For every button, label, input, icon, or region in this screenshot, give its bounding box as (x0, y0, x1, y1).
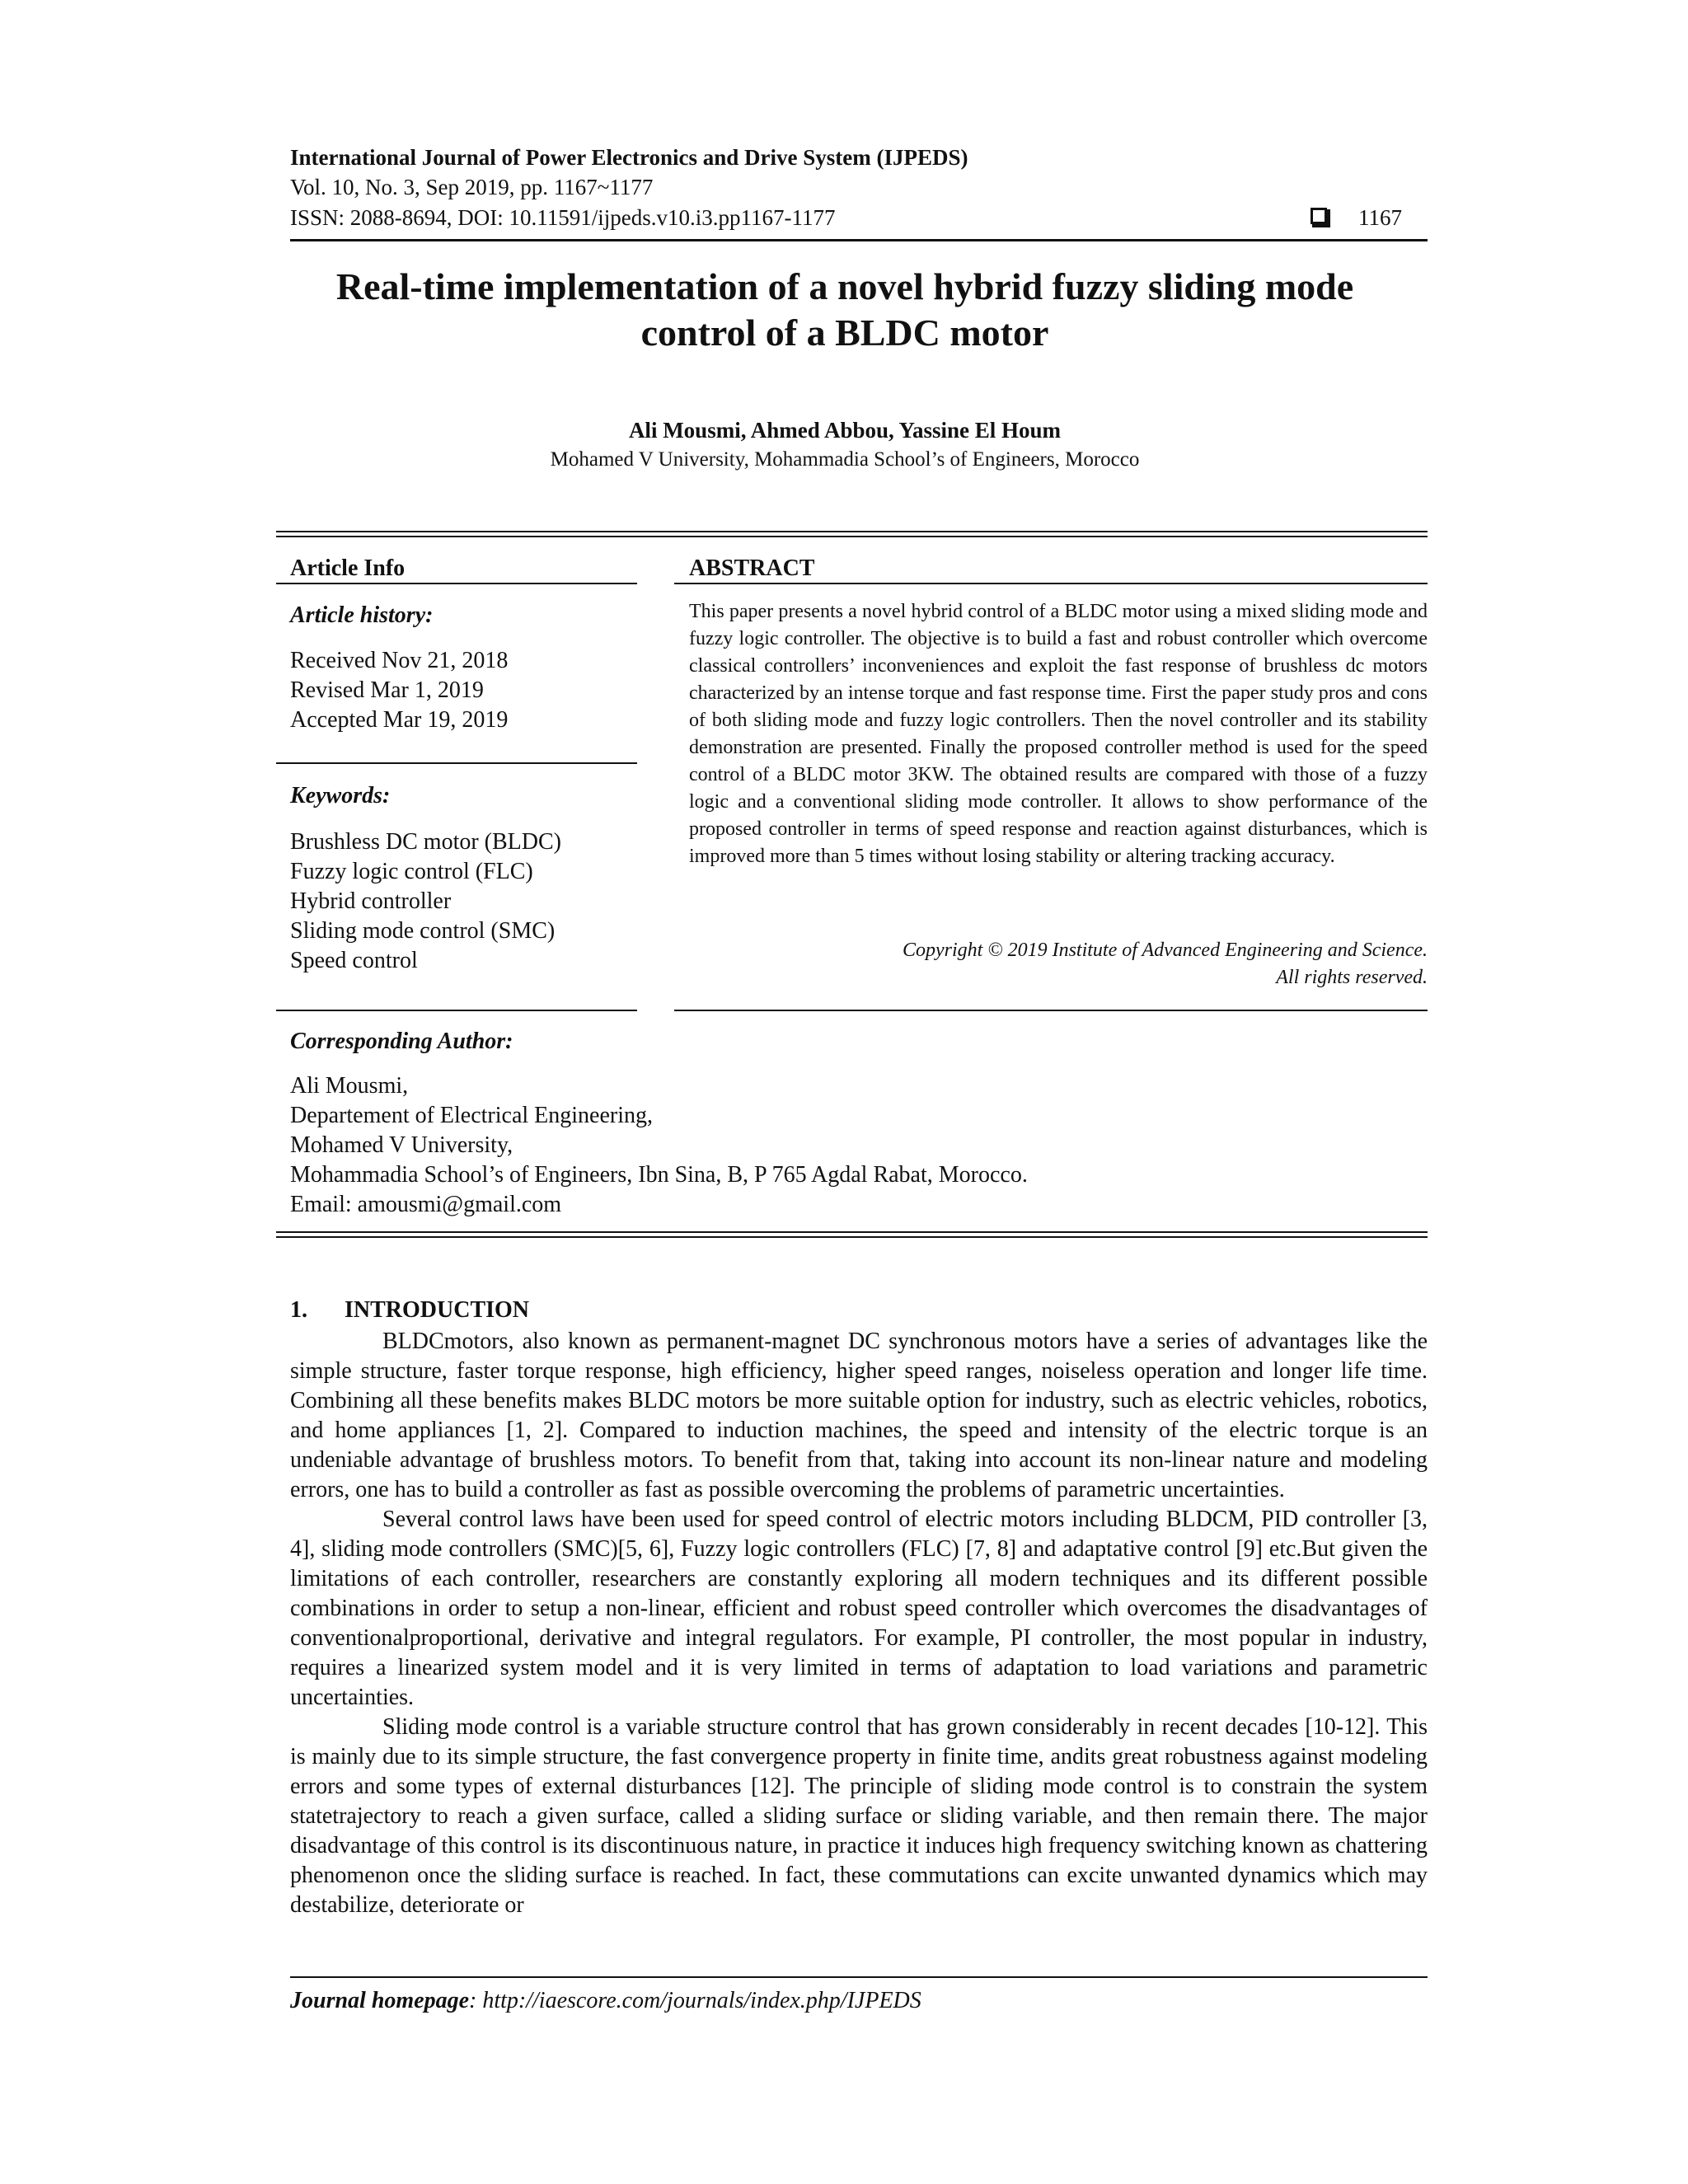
intro-paragraph-3: Sliding mode control is a variable structure control that has grown considerably in recent decades [10-12]. This is mainly due to its simple structure, the fast convergence property in finite time, andits great robustness against modeling errors and some types of external disturbances [12]. The principle of sliding mode control is to constrain the system statetrajectory to reach a given surface, called a sliding surface or sliding variable, and then remain there. The major disadvantage of this control is its discontinuous nature, in practice it induces high frequency switching known as chattering phenomenon once the sliding surface is reached. In fact, these commutations can excite unwanted dynamics which may destabilize, deteriorate or (290, 1714, 1428, 1918)
info-top-rule-2 (276, 536, 1428, 537)
keyword-item: Brushless DC motor (BLDC) (290, 829, 561, 855)
title-line-1: Real-time implementation of a novel hybrid fuzzy sliding mode (335, 265, 1354, 307)
keyword-item: Sliding mode control (SMC) (290, 918, 556, 944)
corresponding-email: Email: amousmi@gmail.com (290, 1192, 562, 1217)
article-history-heading: Article history: (290, 602, 434, 628)
abstract-rule (674, 583, 1428, 584)
received-date: Received Nov 21, 2018 (290, 648, 509, 673)
section-number: 1. (290, 1297, 307, 1323)
paper-title (247, 264, 1442, 356)
article-info-rule (276, 583, 637, 584)
square-icon (1311, 208, 1327, 224)
copyright-line-1: Copyright © 2019 Institute of Advanced Engineering and Science. (903, 940, 1428, 961)
header-rule (290, 239, 1428, 241)
keywords-rule (276, 1010, 637, 1011)
abstract-text: This paper presents a novel hybrid control of a BLDC motor using a mixed sliding mode and fuzzy logic controller. The objective is to build a fast and robust controller which overcome classical controllers’ inconveniences and exploit the fast response of brushless dc motors characterized by an intense torque and fast response time. First the paper study pros and cons of both sliding mode and fuzzy logic controllers. Then the novel controller and its stability demonstration are presented. Finally the proposed controller method is used for the speed control of a BLDC motor 3KW. The obtained results are compared with those of a fuzzy logic and a conventional sliding mode controller. It allows to show performance of the proposed controller in terms of speed response and reaction against disturbances, which is improved more than 5 times without losing stability or altering tracking accuracy. (689, 601, 1428, 867)
corresponding-address: Mohammadia School’s of Engineers, Ibn Sina, B, P 765 Agdal Rabat, Morocco. (290, 1162, 1028, 1188)
intro-paragraph-2: Several control laws have been used for speed control of electric motors including BLDCM, PID controller [3, 4], sliding mode controllers (SMC)[5, 6], Fuzzy logic controllers (FLC) [7, 8] and adaptative control [9] etc.But given the limitations of each controller, researchers are constantly exploring all modern techniques and its different possible combinations in order to setup a non-linear, efficient and robust speed controller which overcomes the disadvantages of conventionalproportional, derivative and integral regulators. For example, PI controller, the most popular in industry, requires a linearized system model and it is very limited in terms of adaptation to load variations and parametric uncertainties. (290, 1507, 1428, 1710)
page-number: 1167 (1358, 205, 1402, 230)
affiliation: Mohamed V University, Mohammadia School’s of Engineers, Morocco (550, 448, 1140, 471)
keywords-heading: Keywords: (290, 783, 391, 808)
accepted-date: Accepted Mar 19, 2019 (290, 707, 509, 733)
abstract-bottom-rule (674, 1010, 1428, 1011)
history-rule (276, 762, 637, 764)
authors: Ali Mousmi, Ahmed Abbou, Yassine El Houm (628, 418, 1062, 443)
journal-homepage: Journal homepage: http://iaescore.com/journals/index.php/IJPEDS (290, 1988, 921, 2013)
intro-paragraph-1: BLDCmotors, also known as permanent-magnet DC synchronous motors have a series of advantages like the simple structure, faster torque response, high efficiency, higher speed ranges, noiseless operation and longer life time. Combining all these benefits makes BLDC motors be more suitable option for industry, such as electric vehicles, robotics, and home appliances [1, 2]. Compared to induction machines, the speed and intensity of the electric torque is an undeniable advantage of brushless motors. To benefit from that, taking into account its non-linear nature and modeling errors, one has to build a controller as fast as possible overcoming the problems of parametric uncertainties. (290, 1329, 1428, 1502)
footer-rule (290, 1976, 1428, 1978)
introduction-body (290, 1327, 1428, 1920)
corresponding-university: Mohamed V University, (290, 1132, 513, 1158)
keyword-item: Fuzzy logic control (FLC) (290, 859, 533, 884)
title-line-2: control of a BLDC motor (640, 312, 1049, 354)
corresponding-heading: Corresponding Author: (290, 1029, 513, 1054)
info-bottom-rule (276, 1231, 1428, 1233)
copyright (689, 937, 1428, 991)
abstract-heading: ABSTRACT (689, 555, 815, 581)
issn-doi: ISSN: 2088-8694, DOI: 10.11591/ijpeds.v10.i3.pp1167-1177 (290, 205, 836, 230)
introduction-heading (290, 1297, 529, 1324)
article-history (290, 646, 508, 735)
corresponding-name: Ali Mousmi, (290, 1073, 409, 1099)
homepage-link[interactable]: http://iaescore.com/journals/index.php/IJPEDS (482, 1988, 921, 2013)
info-top-rule (276, 531, 1428, 532)
keyword-item: Hybrid controller (290, 888, 452, 914)
corresponding-department: Departement of Electrical Engineering, (290, 1103, 654, 1128)
corresponding-details (290, 1071, 1028, 1220)
keywords-list (290, 827, 561, 976)
keyword-item: Speed control (290, 948, 418, 973)
article-info-heading: Article Info (290, 555, 406, 581)
info-bottom-rule-2 (276, 1236, 1428, 1238)
journal-name: International Journal of Power Electronics and Drive System (IJPEDS) (290, 145, 968, 170)
revised-date: Revised Mar 1, 2019 (290, 677, 484, 703)
section-title: INTRODUCTION (345, 1297, 530, 1323)
homepage-label: Journal homepage (290, 1988, 470, 2013)
copyright-line-2: All rights reserved. (1276, 967, 1428, 988)
volume-info: Vol. 10, No. 3, Sep 2019, pp. 1167~1177 (290, 175, 654, 199)
